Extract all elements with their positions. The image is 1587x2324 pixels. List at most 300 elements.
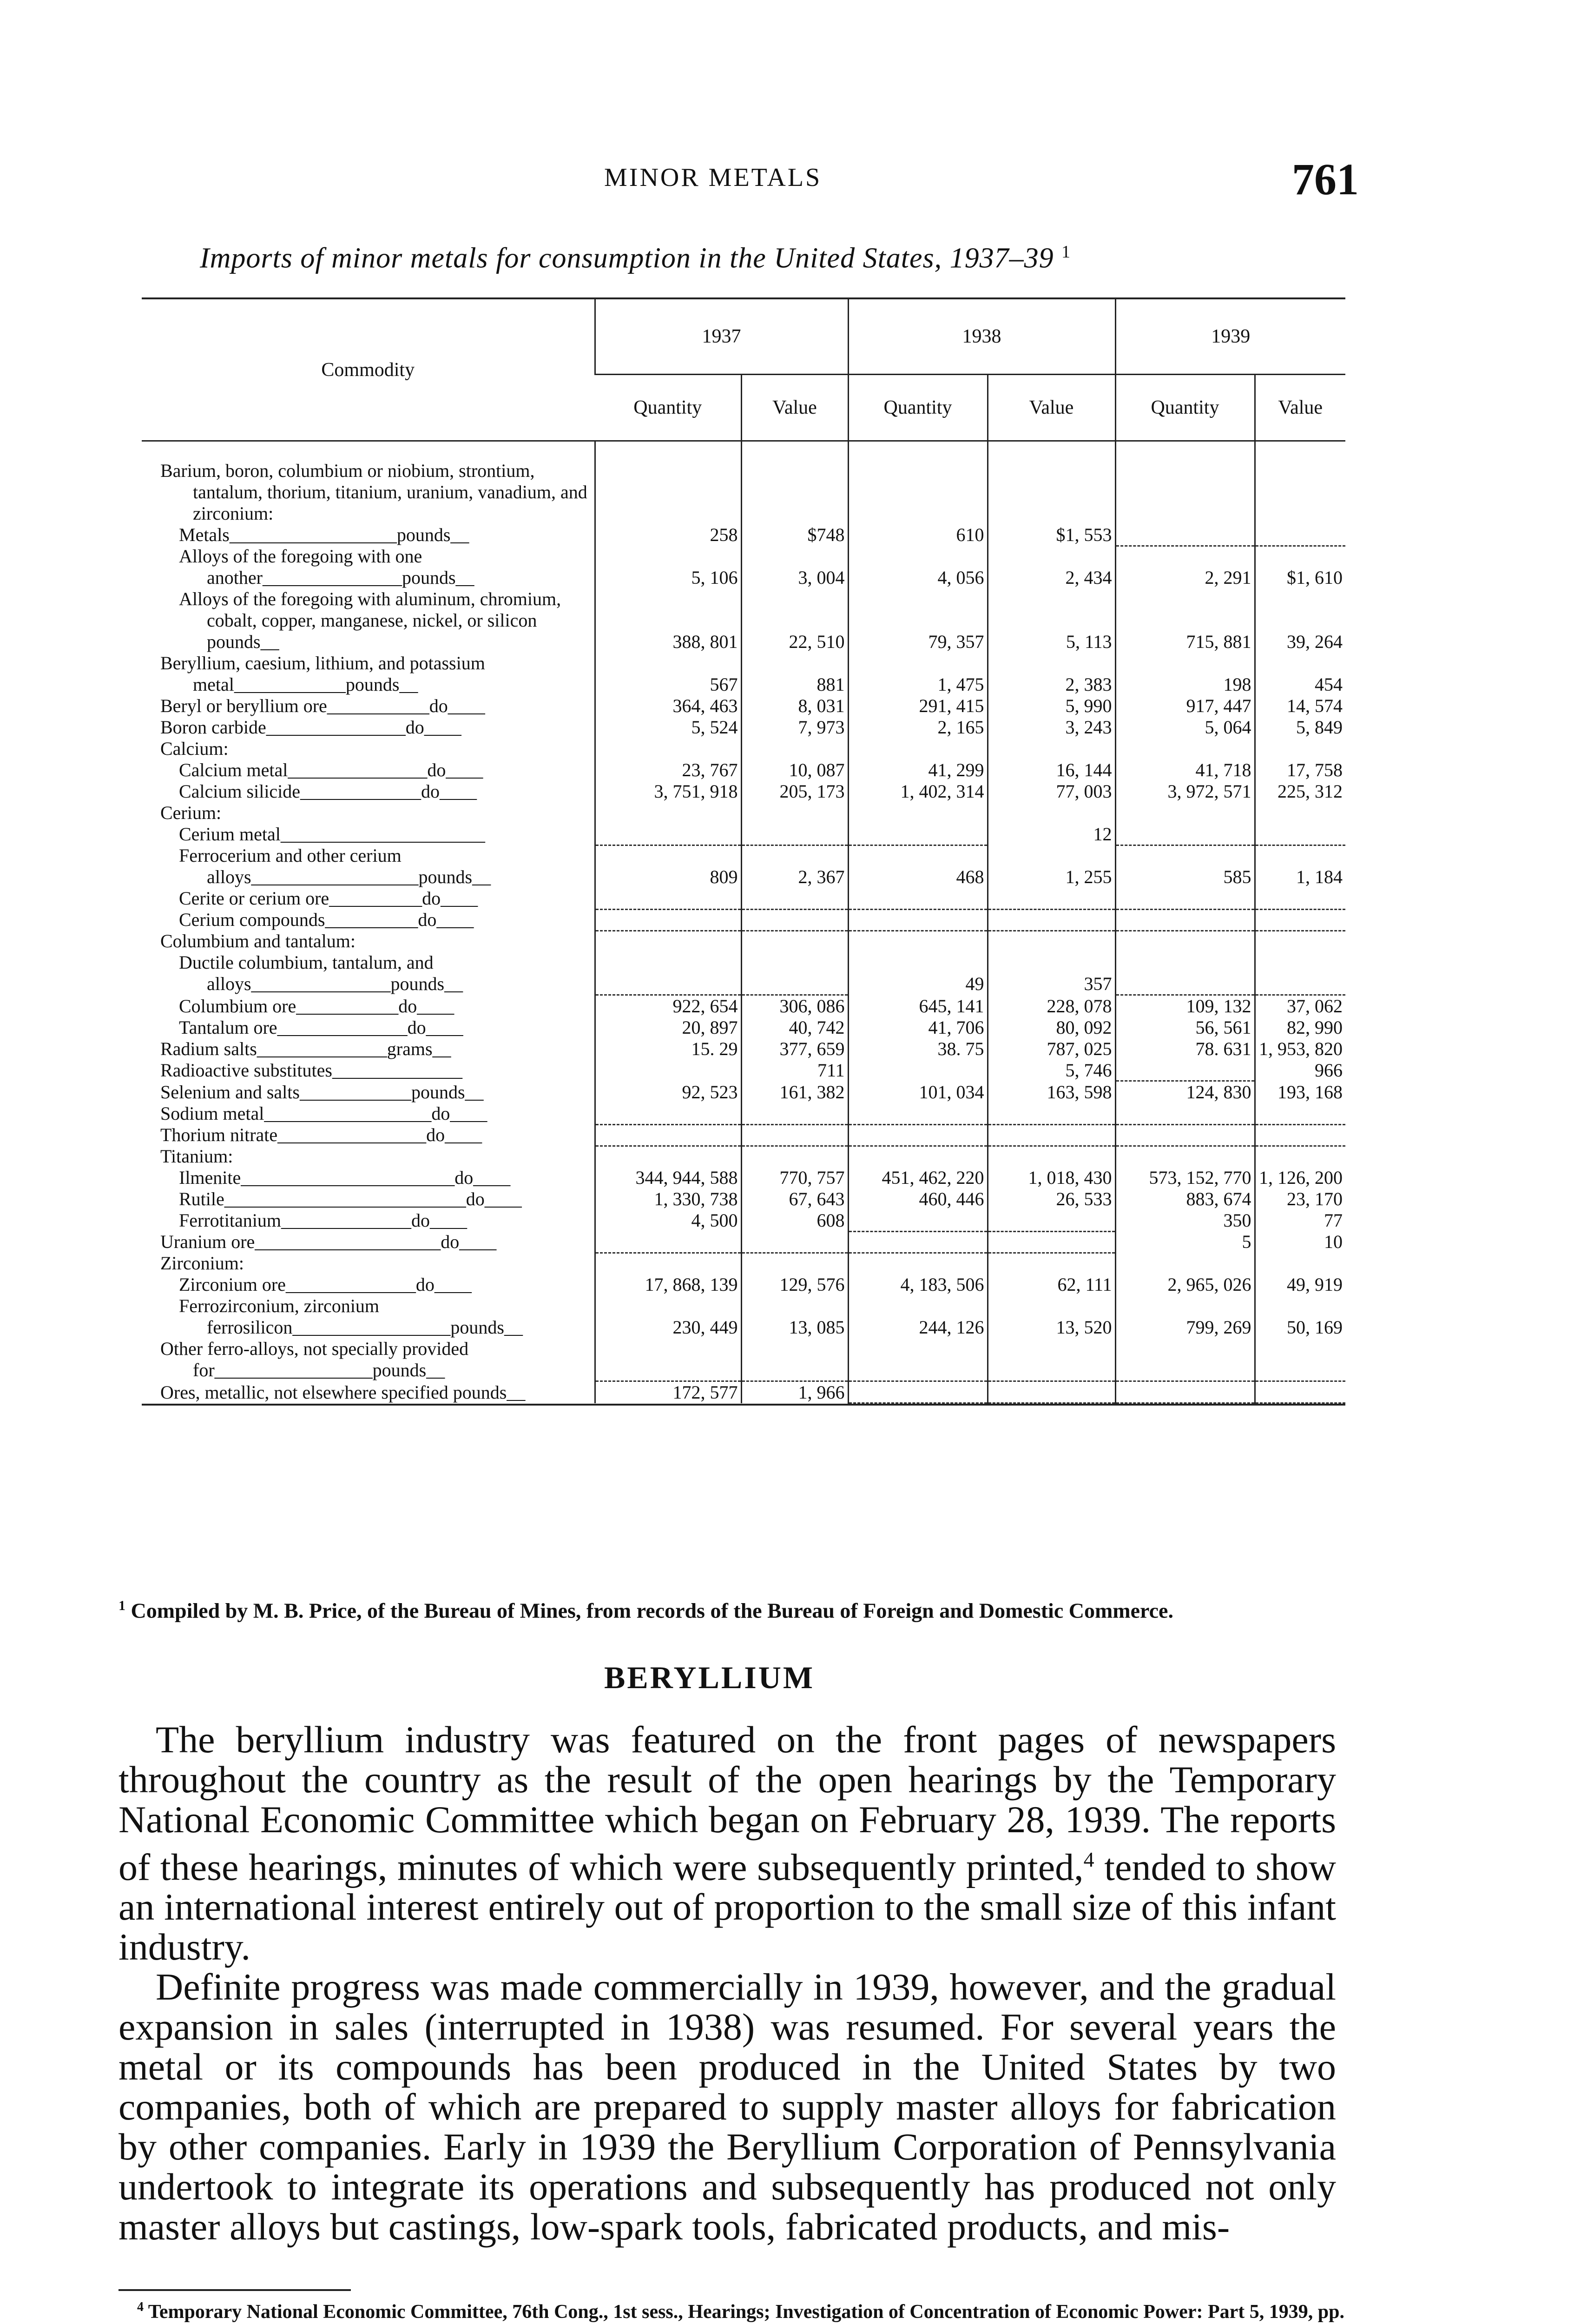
table-row bbox=[142, 952, 1345, 995]
commodity-cell: Alloys of the foregoing with one another_______________pounds__ bbox=[179, 546, 474, 588]
table-title-footnote-ref: 1 bbox=[1061, 242, 1071, 262]
quantity-cell: 4, 056 bbox=[848, 546, 988, 588]
empty-cell bbox=[988, 1231, 1115, 1253]
value-cell: 5, 849 bbox=[1255, 717, 1345, 738]
value-cell: 39, 264 bbox=[1255, 588, 1345, 653]
quantity-cell: 388, 801 bbox=[595, 588, 741, 653]
empty-cell bbox=[741, 1124, 848, 1146]
value-header: Value bbox=[1255, 375, 1345, 441]
value-cell: 14, 574 bbox=[1255, 695, 1345, 717]
quantity-cell: 2, 965, 026 bbox=[1115, 1274, 1255, 1295]
value-cell bbox=[1255, 441, 1345, 525]
table-footnote bbox=[119, 1594, 1350, 1622]
quantity-cell: 124, 830 bbox=[1115, 1081, 1255, 1103]
quantity-cell bbox=[595, 1146, 741, 1167]
table-row bbox=[142, 802, 1345, 824]
quantity-cell bbox=[848, 931, 988, 952]
table-row bbox=[142, 931, 1345, 952]
quantity-header: Quantity bbox=[1115, 375, 1255, 441]
quantity-cell bbox=[595, 1253, 741, 1274]
commodity-cell: Thorium nitrate________________do____ bbox=[160, 1124, 482, 1145]
footnote-rule bbox=[119, 2289, 351, 2291]
quantity-cell: 809 bbox=[595, 845, 741, 888]
empty-cell bbox=[848, 1124, 988, 1146]
quantity-cell bbox=[595, 441, 741, 525]
quantity-cell: 5 bbox=[1115, 1231, 1255, 1253]
value-cell: 306, 086 bbox=[741, 995, 848, 1017]
value-cell bbox=[1255, 1253, 1345, 1274]
table-row bbox=[142, 1338, 1345, 1381]
empty-cell bbox=[988, 909, 1115, 931]
value-cell: 161, 382 bbox=[741, 1081, 848, 1103]
quantity-cell: 573, 152, 770 bbox=[1115, 1167, 1255, 1188]
commodity-cell: Sodium metal__________________do____ bbox=[160, 1103, 487, 1124]
commodity-cell: Beryl or beryllium ore___________do____ bbox=[160, 695, 485, 716]
value-cell: 82, 990 bbox=[1255, 1017, 1345, 1038]
empty-cell bbox=[1115, 1338, 1255, 1381]
footnote-marker: 4 bbox=[137, 2300, 144, 2314]
value-cell: 62, 111 bbox=[988, 1274, 1115, 1295]
commodity-cell: Ores, metallic, not elsewhere specified pounds__ bbox=[160, 1381, 526, 1403]
value-cell bbox=[741, 738, 848, 759]
footnote-text: Compiled by M. B. Price, of the Bureau of Mines, from records of the Bureau of Foreign and Domestic Commerce. bbox=[131, 1598, 1173, 1623]
value-cell bbox=[741, 1146, 848, 1167]
value-cell: $1, 553 bbox=[988, 524, 1115, 546]
commodity-cell: Ferrotitanium______________do____ bbox=[179, 1210, 467, 1231]
table-row bbox=[142, 1146, 1345, 1167]
quantity-cell: 244, 126 bbox=[848, 1295, 988, 1338]
value-cell: 5, 990 bbox=[988, 695, 1115, 717]
value-cell: $748 bbox=[741, 524, 848, 546]
imports-table bbox=[142, 299, 1345, 1404]
quantity-cell: 23, 767 bbox=[595, 759, 741, 781]
commodity-cell: Beryllium, caesium, lithium, and potassium metal____________pounds__ bbox=[160, 653, 485, 695]
empty-cell bbox=[988, 1103, 1115, 1124]
empty-cell bbox=[988, 1210, 1115, 1231]
commodity-cell: Ferrocerium and other cerium alloys__________________pounds__ bbox=[179, 845, 491, 887]
quantity-header: Quantity bbox=[595, 375, 741, 441]
quantity-cell: 79, 357 bbox=[848, 588, 988, 653]
quantity-cell: 230, 449 bbox=[595, 1295, 741, 1338]
quantity-cell bbox=[848, 441, 988, 525]
value-cell: 377, 659 bbox=[741, 1038, 848, 1060]
value-cell: 711 bbox=[741, 1060, 848, 1081]
quantity-cell: 344, 944, 588 bbox=[595, 1167, 741, 1188]
table-row bbox=[142, 995, 1345, 1017]
quantity-cell: 799, 269 bbox=[1115, 1295, 1255, 1338]
value-cell: 40, 742 bbox=[741, 1017, 848, 1038]
year-header-1939: 1939 bbox=[1115, 299, 1345, 375]
table-row bbox=[142, 546, 1345, 588]
value-cell bbox=[988, 802, 1115, 824]
empty-cell bbox=[848, 1103, 988, 1124]
quantity-cell: 715, 881 bbox=[1115, 588, 1255, 653]
year-header-1938: 1938 bbox=[848, 299, 1115, 375]
paragraph: Definite progress was made commercially in 1939, however, and the gradual expansion in sales (interrupted in 1938) was resumed. For several years the metal or its compounds has been produced in the United States by two companies, both of which are prepared to supply master alloys for fabrication by other companies. Early in 1939 the Beryllium Corporation of Pennsylvania undertook to integrate its operations and subsequently has produced not only master alloys but castings, low-spark tools, fabricated products, and mis- bbox=[119, 1966, 1336, 2248]
footnote-ref: 4 bbox=[1083, 1848, 1094, 1871]
table-bottom-rule bbox=[142, 1404, 1345, 1406]
table-row bbox=[142, 1188, 1345, 1210]
table-row bbox=[142, 1295, 1345, 1338]
empty-cell bbox=[595, 952, 741, 995]
value-cell: 163, 598 bbox=[988, 1081, 1115, 1103]
commodity-cell: Radioactive substitutes______________ bbox=[160, 1059, 462, 1081]
empty-cell bbox=[1115, 1381, 1255, 1403]
value-cell: 228, 078 bbox=[988, 995, 1115, 1017]
commodity-cell: Rutile__________________________do____ bbox=[179, 1188, 522, 1209]
quantity-header: Quantity bbox=[848, 375, 988, 441]
empty-cell bbox=[595, 1124, 741, 1146]
quantity-cell bbox=[848, 738, 988, 759]
value-cell: 16, 144 bbox=[988, 759, 1115, 781]
quantity-cell: 460, 446 bbox=[848, 1188, 988, 1210]
quantity-cell: 645, 141 bbox=[848, 995, 988, 1017]
empty-cell bbox=[1255, 952, 1345, 995]
table-row bbox=[142, 1253, 1345, 1274]
table-row bbox=[142, 1017, 1345, 1038]
body-text bbox=[119, 1720, 1336, 2247]
quantity-cell: 1, 402, 314 bbox=[848, 781, 988, 802]
quantity-cell bbox=[1115, 441, 1255, 525]
empty-cell bbox=[988, 1338, 1115, 1381]
quantity-cell: 92, 523 bbox=[595, 1081, 741, 1103]
quantity-cell: 291, 415 bbox=[848, 695, 988, 717]
value-cell: 26, 533 bbox=[988, 1188, 1115, 1210]
value-cell: 17, 758 bbox=[1255, 759, 1345, 781]
value-cell: 770, 757 bbox=[741, 1167, 848, 1188]
page-number: 761 bbox=[1292, 154, 1359, 204]
quantity-cell: 258 bbox=[595, 524, 741, 546]
table-row bbox=[142, 1081, 1345, 1103]
quantity-cell: 350 bbox=[1115, 1210, 1255, 1231]
quantity-cell: 41, 706 bbox=[848, 1017, 988, 1038]
quantity-cell: 109, 132 bbox=[1115, 995, 1255, 1017]
commodity-cell: Other ferro-alloys, not specially provided for_________________pounds__ bbox=[160, 1338, 469, 1380]
table-row bbox=[142, 888, 1345, 909]
footnote-marker: 1 bbox=[119, 1598, 125, 1613]
table-body bbox=[142, 441, 1345, 1403]
commodity-cell: Cerium metal______________________ bbox=[179, 824, 485, 845]
quantity-cell: 5, 064 bbox=[1115, 717, 1255, 738]
paragraph-text: The beryllium industry was featured on the front pages of newspapers throughout the country as the result of the open hearings by the Temporary National Economic Committee which began on February 28, 1939. The reports of these hearings, minutes of which were subsequently printed, bbox=[119, 1718, 1336, 1888]
empty-cell bbox=[741, 1103, 848, 1124]
empty-cell bbox=[595, 888, 741, 909]
table-row bbox=[142, 1060, 1345, 1081]
quantity-cell bbox=[848, 1146, 988, 1167]
quantity-cell: 4, 500 bbox=[595, 1210, 741, 1231]
empty-cell bbox=[595, 824, 741, 845]
table-row bbox=[142, 1124, 1345, 1146]
empty-cell bbox=[848, 909, 988, 931]
commodity-cell: Ductile columbium, tantalum, and alloys_______________pounds__ bbox=[179, 952, 463, 994]
value-cell: 49, 919 bbox=[1255, 1274, 1345, 1295]
quantity-cell bbox=[595, 802, 741, 824]
value-cell: 1, 126, 200 bbox=[1255, 1167, 1345, 1188]
commodity-cell: Calcium: bbox=[160, 738, 229, 759]
quantity-cell bbox=[595, 738, 741, 759]
value-cell: 7, 973 bbox=[741, 717, 848, 738]
commodity-cell: Cerium: bbox=[160, 802, 222, 823]
value-cell: 881 bbox=[741, 653, 848, 695]
quantity-cell: 38. 75 bbox=[848, 1038, 988, 1060]
running-title: MINOR METALS bbox=[604, 163, 822, 192]
empty-cell bbox=[848, 888, 988, 909]
value-cell: 2, 367 bbox=[741, 845, 848, 888]
quantity-cell: 2, 165 bbox=[848, 717, 988, 738]
value-cell: 608 bbox=[741, 1210, 848, 1231]
value-cell: 193, 168 bbox=[1255, 1081, 1345, 1103]
quantity-cell: 917, 447 bbox=[1115, 695, 1255, 717]
table-row bbox=[142, 1381, 1345, 1403]
value-cell: 22, 510 bbox=[741, 588, 848, 653]
value-header: Value bbox=[988, 375, 1115, 441]
quantity-cell: 49 bbox=[848, 952, 988, 995]
quantity-cell bbox=[1115, 931, 1255, 952]
empty-cell bbox=[1255, 524, 1345, 546]
value-cell: 77, 003 bbox=[988, 781, 1115, 802]
empty-cell bbox=[741, 909, 848, 931]
empty-cell bbox=[848, 824, 988, 845]
value-cell: 12 bbox=[988, 824, 1115, 845]
value-cell bbox=[988, 1253, 1115, 1274]
quantity-cell: 922, 654 bbox=[595, 995, 741, 1017]
quantity-cell: 4, 183, 506 bbox=[848, 1274, 988, 1295]
value-cell bbox=[741, 441, 848, 525]
empty-cell bbox=[595, 1231, 741, 1253]
value-cell: 787, 025 bbox=[988, 1038, 1115, 1060]
value-cell: 1, 953, 820 bbox=[1255, 1038, 1345, 1060]
empty-cell bbox=[1255, 1338, 1345, 1381]
value-cell bbox=[1255, 802, 1345, 824]
quantity-cell: 15. 29 bbox=[595, 1038, 741, 1060]
empty-cell bbox=[1255, 824, 1345, 845]
commodity-cell: Boron carbide_______________do____ bbox=[160, 717, 461, 738]
value-cell: 3, 243 bbox=[988, 717, 1115, 738]
commodity-cell: Columbium ore___________do____ bbox=[179, 995, 454, 1017]
commodity-cell: Cerium compounds__________do____ bbox=[179, 909, 474, 930]
value-cell: 1, 966 bbox=[741, 1381, 848, 1403]
value-cell bbox=[1255, 1146, 1345, 1167]
empty-cell bbox=[741, 952, 848, 995]
table-row bbox=[142, 759, 1345, 781]
commodity-cell: Zirconium: bbox=[160, 1253, 244, 1274]
quantity-cell: 5, 106 bbox=[595, 546, 741, 588]
empty-cell bbox=[1255, 888, 1345, 909]
quantity-cell: 198 bbox=[1115, 653, 1255, 695]
empty-cell bbox=[988, 1124, 1115, 1146]
table-row bbox=[142, 717, 1345, 738]
quantity-cell: 883, 674 bbox=[1115, 1188, 1255, 1210]
value-cell bbox=[988, 1146, 1115, 1167]
empty-cell bbox=[988, 1381, 1115, 1403]
value-cell: 2, 383 bbox=[988, 653, 1115, 695]
value-cell: 966 bbox=[1255, 1060, 1345, 1081]
quantity-cell: 172, 577 bbox=[595, 1381, 741, 1403]
value-cell: 13, 085 bbox=[741, 1295, 848, 1338]
commodity-cell: Selenium and salts____________pounds__ bbox=[160, 1082, 484, 1103]
value-cell: 37, 062 bbox=[1255, 995, 1345, 1017]
value-cell: 10, 087 bbox=[741, 759, 848, 781]
empty-cell bbox=[741, 888, 848, 909]
commodity-cell: Barium, boron, columbium or niobium, strontium, tantalum, thorium, titanium, uranium, vanadium, and zirconium: bbox=[160, 460, 587, 524]
quantity-cell bbox=[1115, 738, 1255, 759]
quantity-cell: 1, 330, 738 bbox=[595, 1188, 741, 1210]
empty-cell bbox=[1115, 1060, 1255, 1081]
table-row bbox=[142, 653, 1345, 695]
quantity-cell: 5, 524 bbox=[595, 717, 741, 738]
paragraph-text: tended to show an international interest entirely out of proportion to the small size of this infant industry. bbox=[119, 1846, 1336, 1968]
table-title bbox=[200, 242, 1408, 275]
empty-cell bbox=[1115, 909, 1255, 931]
quantity-cell: 78. 631 bbox=[1115, 1038, 1255, 1060]
table-row bbox=[142, 441, 1345, 525]
commodity-cell: Tantalum ore______________do____ bbox=[179, 1017, 463, 1038]
value-cell: 357 bbox=[988, 952, 1115, 995]
value-cell: 5, 746 bbox=[988, 1060, 1115, 1081]
quantity-cell: 610 bbox=[848, 524, 988, 546]
quantity-cell: 3, 751, 918 bbox=[595, 781, 741, 802]
quantity-cell bbox=[848, 1253, 988, 1274]
quantity-cell: 101, 034 bbox=[848, 1081, 988, 1103]
value-cell: 2, 434 bbox=[988, 546, 1115, 588]
value-cell: 225, 312 bbox=[1255, 781, 1345, 802]
empty-cell bbox=[741, 1231, 848, 1253]
value-cell bbox=[988, 441, 1115, 525]
commodity-cell: Calcium metal_______________do____ bbox=[179, 759, 483, 780]
empty-cell bbox=[1115, 824, 1255, 845]
year-header-1937: 1937 bbox=[595, 299, 848, 375]
table-row bbox=[142, 781, 1345, 802]
table-row bbox=[142, 1274, 1345, 1295]
table-row bbox=[142, 588, 1345, 653]
value-cell: 5, 113 bbox=[988, 588, 1115, 653]
quantity-cell: 3, 972, 571 bbox=[1115, 781, 1255, 802]
value-cell: 13, 520 bbox=[988, 1295, 1115, 1338]
value-cell: 1, 184 bbox=[1255, 845, 1345, 888]
value-cell: $1, 610 bbox=[1255, 546, 1345, 588]
table-row bbox=[142, 1167, 1345, 1188]
commodity-cell: Columbium and tantalum: bbox=[160, 931, 356, 951]
empty-cell bbox=[848, 1231, 988, 1253]
value-cell: 67, 643 bbox=[741, 1188, 848, 1210]
quantity-cell bbox=[848, 802, 988, 824]
value-cell: 454 bbox=[1255, 653, 1345, 695]
commodity-cell: Alloys of the foregoing with aluminum, chromium, cobalt, copper, manganese, nickel, or silicon pounds__ bbox=[179, 588, 561, 652]
table-title-text: Imports of minor metals for consumption in the United States, 1937–39 bbox=[200, 242, 1054, 274]
commodity-cell: Radium salts______________grams__ bbox=[160, 1038, 451, 1059]
quantity-cell bbox=[1115, 1253, 1255, 1274]
value-cell bbox=[741, 931, 848, 952]
commodity-cell: Calcium silicide_____________do____ bbox=[179, 781, 477, 802]
table-row bbox=[142, 1231, 1345, 1253]
table-row bbox=[142, 1038, 1345, 1060]
quantity-cell: 567 bbox=[595, 653, 741, 695]
quantity-cell: 451, 462, 220 bbox=[848, 1167, 988, 1188]
commodity-cell: Titanium: bbox=[160, 1146, 233, 1167]
table-row bbox=[142, 824, 1345, 845]
empty-cell bbox=[1255, 1103, 1345, 1124]
empty-cell bbox=[595, 1338, 741, 1381]
commodity-cell: Ilmenite_______________________do____ bbox=[179, 1167, 511, 1188]
table-row bbox=[142, 1210, 1345, 1231]
empty-cell bbox=[595, 1103, 741, 1124]
quantity-cell bbox=[1115, 1146, 1255, 1167]
quantity-cell: 585 bbox=[1115, 845, 1255, 888]
commodity-cell: Metals__________________pounds__ bbox=[179, 524, 469, 545]
empty-cell bbox=[595, 909, 741, 931]
quantity-cell: 41, 718 bbox=[1115, 759, 1255, 781]
imports-table-container bbox=[142, 297, 1345, 1406]
footnote-text: Temporary National Economic Committee, 76th Cong., 1st sess., Hearings; Investigation of Concentration of Economic Power: Part 5, 1939, pp. bbox=[148, 2301, 1344, 2323]
value-cell: 50, 169 bbox=[1255, 1295, 1345, 1338]
empty-cell bbox=[1115, 1103, 1255, 1124]
quantity-cell: 364, 463 bbox=[595, 695, 741, 717]
empty-cell bbox=[848, 1381, 988, 1403]
quantity-cell: 41, 299 bbox=[848, 759, 988, 781]
value-cell: 23, 170 bbox=[1255, 1188, 1345, 1210]
empty-cell bbox=[1255, 1381, 1345, 1403]
empty-cell bbox=[741, 824, 848, 845]
quantity-cell bbox=[595, 1060, 741, 1081]
empty-cell bbox=[1115, 1124, 1255, 1146]
empty-cell bbox=[848, 1338, 988, 1381]
value-cell bbox=[1255, 738, 1345, 759]
value-cell: 80, 092 bbox=[988, 1017, 1115, 1038]
quantity-cell: 2, 291 bbox=[1115, 546, 1255, 588]
commodity-cell: Ferrozirconium, zirconium ferrosilicon_________________pounds__ bbox=[179, 1295, 523, 1338]
quantity-cell: 56, 561 bbox=[1115, 1017, 1255, 1038]
value-cell: 1, 255 bbox=[988, 845, 1115, 888]
value-cell: 10 bbox=[1255, 1231, 1345, 1253]
value-cell: 8, 031 bbox=[741, 695, 848, 717]
value-cell: 77 bbox=[1255, 1210, 1345, 1231]
value-cell bbox=[1255, 931, 1345, 952]
section-heading: BERYLLIUM bbox=[604, 1660, 815, 1695]
quantity-cell: 468 bbox=[848, 845, 988, 888]
empty-cell bbox=[1115, 888, 1255, 909]
commodity-header: Commodity bbox=[142, 299, 595, 441]
table-row bbox=[142, 1103, 1345, 1124]
quantity-cell: 1, 475 bbox=[848, 653, 988, 695]
value-cell bbox=[988, 931, 1115, 952]
empty-cell bbox=[1115, 952, 1255, 995]
table-row bbox=[142, 845, 1345, 888]
table-row bbox=[142, 695, 1345, 717]
table-row bbox=[142, 738, 1345, 759]
empty-cell bbox=[848, 1210, 988, 1231]
empty-cell bbox=[741, 1338, 848, 1381]
table-row bbox=[142, 524, 1345, 546]
quantity-cell: 17, 868, 139 bbox=[595, 1274, 741, 1295]
table-row bbox=[142, 909, 1345, 931]
value-cell bbox=[741, 1253, 848, 1274]
value-cell: 205, 173 bbox=[741, 781, 848, 802]
commodity-cell: Zirconium ore______________do____ bbox=[179, 1274, 472, 1295]
commodity-cell: Uranium ore____________________do____ bbox=[160, 1231, 497, 1252]
empty-cell bbox=[1255, 1124, 1345, 1146]
quantity-cell bbox=[595, 931, 741, 952]
empty-cell bbox=[988, 888, 1115, 909]
page-footnote bbox=[119, 2296, 1350, 2324]
quantity-cell: 20, 897 bbox=[595, 1017, 741, 1038]
value-cell bbox=[741, 802, 848, 824]
commodity-cell: Cerite or cerium ore__________do____ bbox=[179, 888, 478, 909]
paragraph bbox=[119, 1720, 1336, 1967]
empty-cell bbox=[1115, 524, 1255, 546]
value-cell: 129, 576 bbox=[741, 1274, 848, 1295]
value-cell: 1, 018, 430 bbox=[988, 1167, 1115, 1188]
value-cell bbox=[988, 738, 1115, 759]
